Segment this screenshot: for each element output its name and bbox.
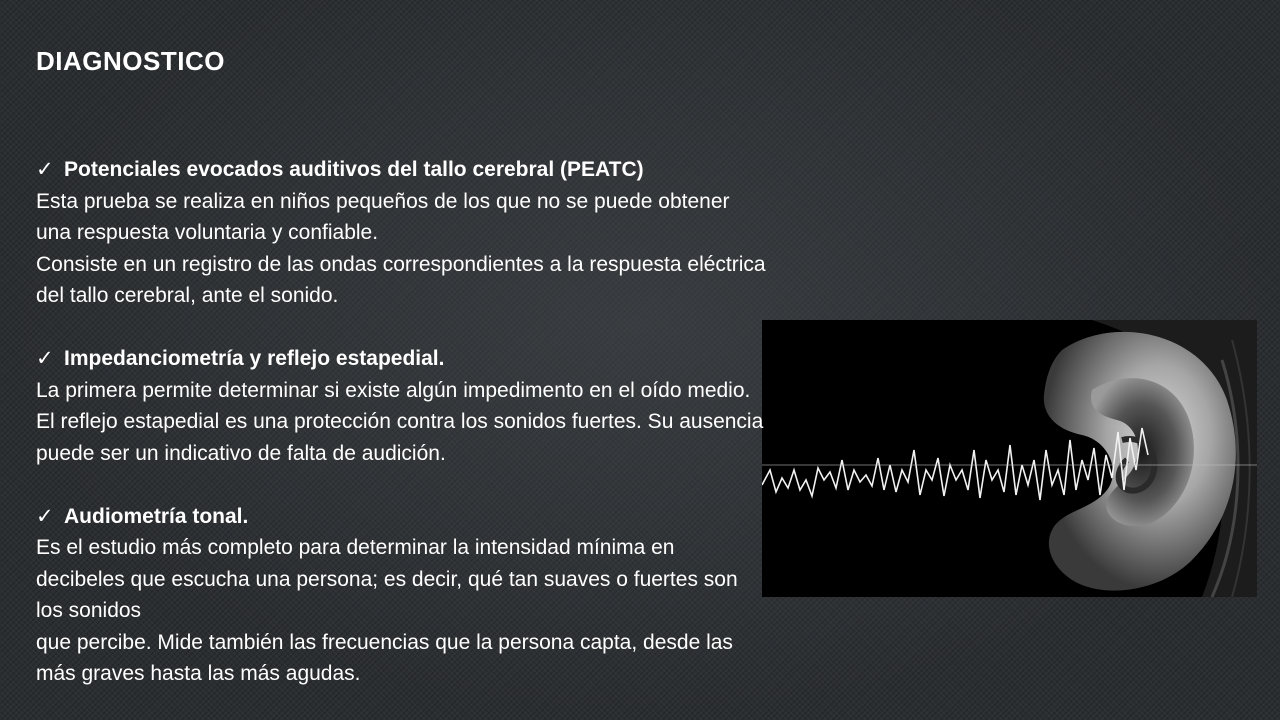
checkmark-icon: ✓ — [36, 347, 54, 370]
paragraph-line: que percibe. Mide también las frecuencias que la persona capta, desde las — [36, 630, 733, 654]
paragraph-line: puede ser un indicativo de falta de audición. — [36, 441, 446, 465]
slide-title: DIAGNOSTICO — [36, 46, 225, 76]
section-peatc — [36, 154, 1046, 312]
slide-content — [36, 154, 1046, 690]
section-heading: ✓ Impedanciometría y reflejo estapedial. — [36, 343, 1046, 375]
section-impedanciometria — [36, 343, 1046, 469]
checkmark-icon: ✓ — [36, 158, 54, 181]
paragraph-line: los sonidos — [36, 599, 142, 622]
spacer — [36, 312, 1046, 344]
paragraph-line: Esta prueba se realiza en niños pequeños de los que no se puede obtener — [36, 189, 730, 213]
paragraph-line: decibeles que escucha una persona; es decir, qué tan suaves o fuertes son — [36, 567, 738, 591]
section-heading: ✓ Audiometría tonal. — [36, 501, 1046, 533]
section-audiometria — [36, 501, 1046, 690]
paragraph-line: del tallo cerebral, ante el sonido. — [36, 284, 339, 307]
section-heading: ✓ Potenciales evocados auditivos del tallo cerebral (PEATC) — [36, 154, 1046, 186]
paragraph-line: El reflejo estapedial es una protección contra los sonidos fuertes. Su ausencia — [36, 410, 764, 433]
paragraph-line: Es el estudio más completo para determinar la intensidad mínima en — [36, 536, 675, 559]
spacer — [36, 469, 1046, 501]
paragraph-line: Consiste en un registro de las ondas correspondientes a la respuesta eléctrica — [36, 252, 766, 276]
paragraph-line: una respuesta voluntaria y confiable. — [36, 221, 379, 244]
paragraph-line: La primera permite determinar si existe algún impedimento en el oído medio. — [36, 378, 751, 402]
paragraph-line: más graves hasta las más agudas. — [36, 662, 361, 685]
checkmark-icon: ✓ — [36, 504, 54, 528]
